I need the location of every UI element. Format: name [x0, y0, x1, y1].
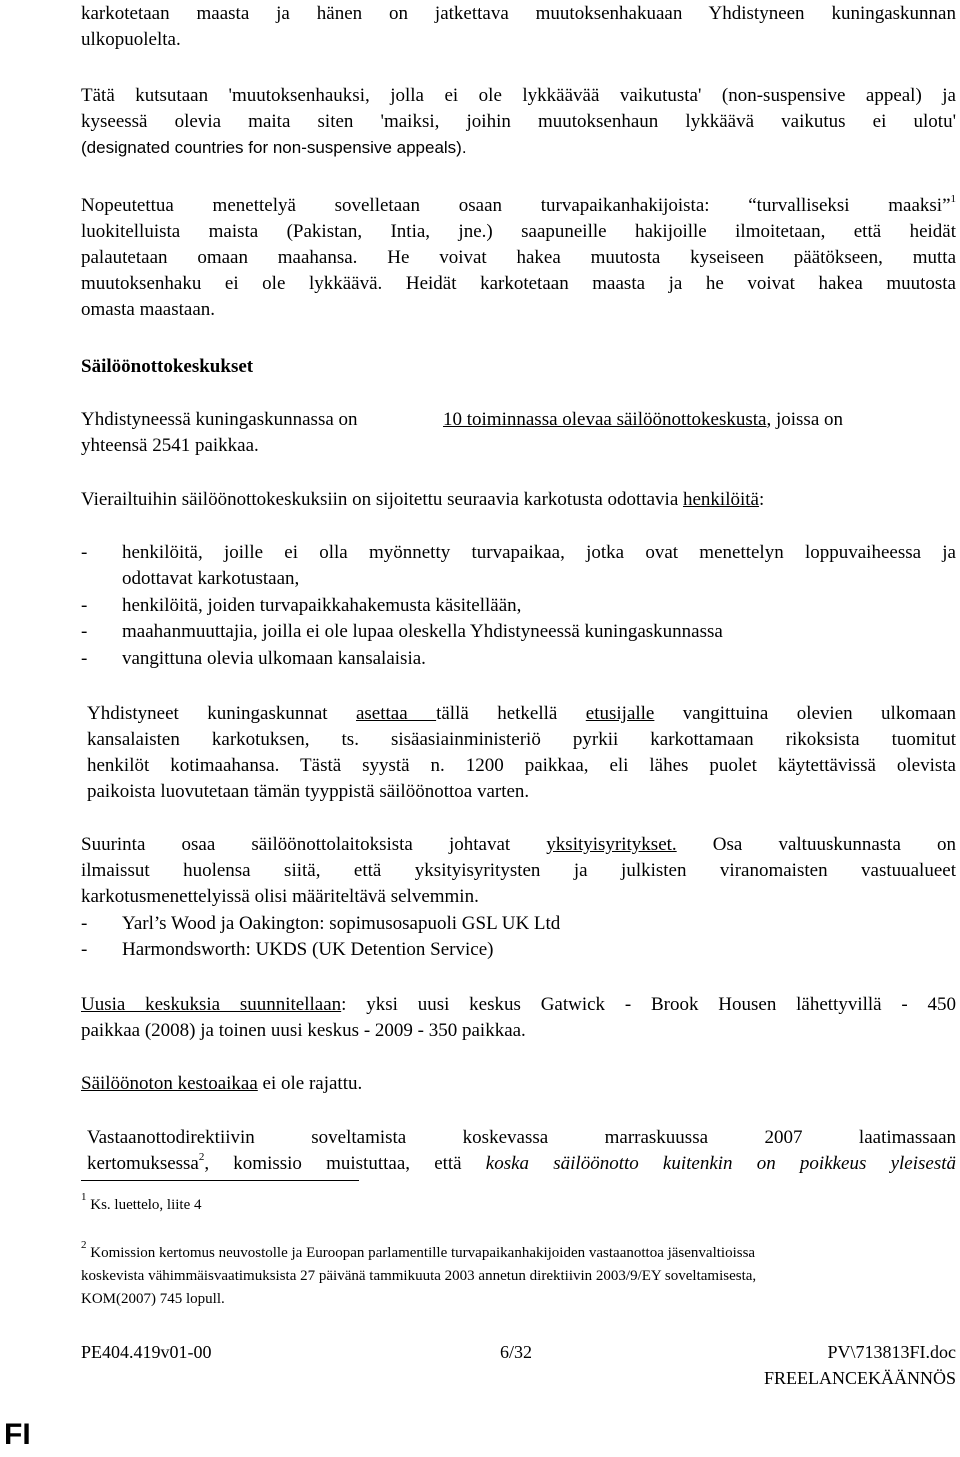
bullet-dash: -: [81, 939, 88, 960]
text-line: vangittuna olevia ulkomaan kansalaisia.: [122, 648, 426, 669]
text-line: kansalaisten karkotuksen, ts. sisäasiainministeriö pyrkii karkottamaan rikoksista tuomitut: [87, 729, 956, 750]
text-segment: ei ole rajattu.: [257, 1073, 363, 1094]
text-segment: :: [758, 489, 765, 510]
text-segment: Vierailtuihin säilöönottokeskuksiin on sijoitettu seuraavia karkotusta odottavia: [81, 489, 683, 510]
paragraph-duration: [81, 1071, 956, 1097]
footnote-number: 1: [81, 1191, 87, 1203]
text-segment: tällä hetkellä: [436, 703, 586, 724]
text-segment: Nopeutettua menettelyä sovelletaan osaan turvapaikanhakijoista: “turvalliseksi maaksi”: [81, 195, 951, 216]
text-line: ulkopuolelta.: [81, 29, 181, 50]
text-segment: [443, 407, 843, 433]
footnote-number: 2: [81, 1239, 87, 1251]
text-line: kyseessä olevia maita siten 'maiksi, joihin muutoksenhaun lykkäävä vaikutus ei ulotu': [81, 111, 956, 132]
footnote-2: [81, 1239, 956, 1311]
footnote-ref-1[interactable]: 1: [950, 193, 956, 205]
text-line: [81, 832, 956, 858]
text-line: [87, 1151, 956, 1177]
footer-translation-label: FREELANCEKÄÄNNÖS: [763, 1368, 956, 1388]
list-item: [81, 619, 956, 645]
text-segment: Yhdistyneet kuningaskunnat: [87, 703, 356, 724]
text-segment: kertomuksessa: [87, 1153, 199, 1174]
text-line: ilmaissut huolensa siitä, että yksityisyritysten ja julkisten viranomaisten vastuualueet: [81, 860, 956, 881]
footnote-text: Ks. luettelo, liite 4: [86, 1197, 202, 1213]
text-line: maahanmuuttajia, joilla ei ole lupaa oleskella Yhdistyneessä kuningaskunnassa: [122, 621, 723, 642]
footnote-1: [81, 1191, 956, 1217]
text-line: henkilöitä, joiden turvapaikkahakemusta käsitellään,: [122, 595, 522, 616]
underlined-text: etusijalle: [585, 703, 655, 724]
bullet-dash: -: [81, 648, 88, 669]
underlined-text: asettaa: [355, 703, 437, 724]
text-line: [81, 992, 956, 1018]
footer-page-number: 6/32: [500, 1342, 533, 1362]
paragraph-centres: [81, 407, 956, 459]
text-line: [87, 701, 956, 727]
text-segment: : yksi uusi keskus Gatwick - Brook Housen lähettyvillä - 450: [341, 994, 957, 1015]
footnote-ref-2[interactable]: 2: [198, 1151, 205, 1163]
text-segment: , joissa on: [766, 409, 844, 430]
text-line: Tätä kutsutaan 'muutoksenhauksi, jolla ei ole lykkäävää vaikutusta' (non-suspensive appeal) ja: [81, 85, 956, 106]
list-item: [81, 911, 956, 937]
text-line: yhteensä 2541 paikkaa.: [81, 435, 259, 456]
paragraph-priority: [87, 701, 956, 805]
text-line: Harmondsworth: UKDS (UK Detention Service): [122, 939, 494, 960]
text-line: [81, 1071, 956, 1097]
footnote-text: Komission kertomus neuvostolle ja Euroopan parlamentille turvapaikanhakijoiden vastaanottoa jäsenvaltioissa: [86, 1245, 756, 1261]
paragraph-new-centres: [81, 992, 956, 1044]
footnote-separator: [81, 1180, 359, 1181]
paragraph-directive: [87, 1125, 956, 1177]
underlined-text: Säilöönoton kestoaikaa: [81, 1073, 258, 1094]
text-line: Vastaanottodirektiivin soveltamista koskevassa marraskuussa 2007 laatimassaan: [87, 1127, 956, 1148]
text-line: paikoista luovutetaan tämän tyyppistä säilöönottoa varten.: [87, 781, 530, 802]
paragraph-fast-track: [81, 193, 956, 323]
section-heading: Säilöönottokeskukset: [81, 356, 254, 377]
text-line: muutoksenhaku ei ole lykkäävä. Heidät karkotetaan maasta ja he voivat hakea muutosta: [81, 273, 956, 294]
italic-text: koska säilöönotto kuitenkin on poikkeus yleisestä: [485, 1153, 956, 1174]
bullet-dash: -: [81, 621, 88, 642]
text-line: Yarl’s Wood ja Oakington: sopimusosapuoli GSL UK Ltd: [122, 913, 561, 934]
underlined-text: Uusia keskuksia suunnitellaan: [81, 994, 342, 1015]
text-line: luokitelluista maista (Pakistan, Intia, jne.) saapuneille hakijoille ilmoitetaan, että heidät: [81, 221, 956, 242]
language-code: FI: [4, 1418, 31, 1451]
text-segment: , komissio muistuttaa, että: [204, 1153, 486, 1174]
text-line: [81, 407, 956, 433]
text-line: [81, 193, 956, 219]
underlined-text: henkilöitä: [683, 489, 759, 510]
list-item: [81, 540, 956, 592]
paragraph-intro: [81, 1, 956, 53]
text-line: (designated countries for non-suspensive appeals).: [81, 138, 467, 157]
text-line: karkotusmenettelyissä olisi määriteltävä selvemmin.: [81, 886, 479, 907]
footer-doc-ref: PE404.419v01-00: [81, 1342, 212, 1362]
text-segment: Suurinta osaa säilöönottolaitoksista johtavat: [81, 834, 547, 855]
text-line: omasta maastaan.: [81, 299, 216, 320]
footer-file-name: PV\713813FI.doc: [827, 1342, 956, 1362]
bullet-dash: -: [81, 595, 88, 616]
text-line: henkilöitä, joille ei olla myönnetty turvapaikaa, jotka ovat menettelyn loppuvaiheessa ja: [122, 542, 956, 563]
text-segment: vangittuina olevien ulkomaan: [654, 703, 956, 724]
list-item: [81, 593, 956, 619]
underlined-text: 10 toiminnassa olevaa säilöönottokeskusta: [443, 409, 767, 430]
bullet-dash: -: [81, 913, 88, 934]
text-line: odottavat karkotustaan,: [122, 568, 300, 589]
underlined-text: yksityisyritykset.: [546, 834, 677, 855]
text-line: KOM(2007) 745 lopull.: [81, 1291, 225, 1307]
text-line: [81, 487, 956, 513]
text-segment: Yhdistyneessä kuningaskunnassa on: [81, 409, 358, 430]
text-segment: Osa valtuuskunnasta on: [676, 834, 956, 855]
list-item: [81, 937, 956, 963]
bullet-dash: -: [81, 542, 88, 563]
text-line: koskevista vähimmäisvaatimuksista 27 päivänä tammikuuta 2003 annetun direktiivin 2003/9/EY soveltamisesta,: [81, 1268, 757, 1284]
paragraph-private: [81, 832, 956, 910]
text-line: henkilöt kotimaahansa. Tästä syystä n. 1200 paikkaa, eli lähes puolet käytettävissä olevista: [87, 755, 956, 776]
text-line: paikkaa (2008) ja toinen uusi keskus - 2009 - 350 paikkaa.: [81, 1020, 526, 1041]
list-item: [81, 646, 956, 672]
paragraph-non-suspensive: [81, 83, 956, 161]
text-line: karkotetaan maasta ja hänen on jatkettava muutoksenhakuaan Yhdistyneen kuningaskunnan: [81, 3, 956, 24]
text-line: [81, 1239, 956, 1265]
paragraph-visits: [81, 487, 956, 513]
text-line: palautetaan omaan maahansa. He voivat hakea muutosta kyseiseen päätökseen, mutta: [81, 247, 956, 268]
